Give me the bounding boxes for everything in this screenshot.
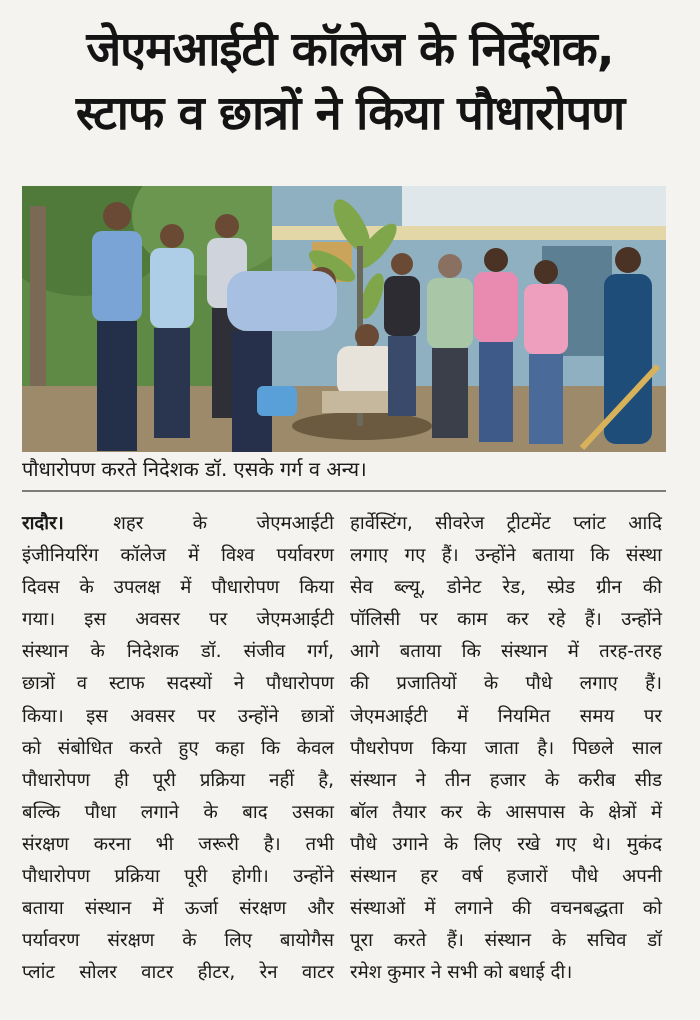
- article-line: संस्थान के निदेशक डॉ. संजीव गर्ग,: [22, 641, 334, 663]
- article-line: छात्रों व स्टाफ सदस्यों ने पौधारोपण: [22, 673, 334, 695]
- article-line: की प्रजातियों के पौधे लगाए हैं।: [350, 673, 662, 695]
- headline-line-2: स्टाफ व छात्रों ने किया पौधारोपण: [75, 86, 625, 141]
- article-line: पूरा करते हैं। संस्थान के सचिव डॉ: [350, 930, 662, 952]
- headline: [0, 18, 700, 146]
- article-line: हार्वेस्टिंग, सीवरेज ट्रीटमेंट प्लांट आदि: [350, 513, 662, 534]
- article-column-left: [22, 508, 334, 989]
- article-line: प्लांट सोलर वाटर हीटर, रेन वाटर: [22, 962, 334, 984]
- article-line: पौधे उगाने के लिए रखे गए थे। मुकंद: [350, 833, 662, 855]
- dateline: रादौर।: [22, 513, 64, 534]
- article-line: संस्थान ने तीन हजार के करीब सीड: [350, 769, 662, 791]
- article-line: पौधारोपण प्रक्रिया पूरी होगी। उन्होंने: [22, 866, 334, 888]
- article-line: आगे बताया कि संस्थान में तरह-तरह: [350, 641, 662, 663]
- article-line: पौधारोपण ही पूरी प्रक्रिया नहीं है,: [22, 769, 334, 791]
- article-line: सेव ब्ल्यू, डोनेट रेड, स्प्रेड ग्रीन की: [350, 577, 662, 599]
- news-photo: [22, 186, 666, 452]
- plantation-photo-illustration: [22, 186, 666, 452]
- article-line: [22, 508, 334, 540]
- headline-line-1: जेएमआईटी कॉलेज के निर्देशक,: [86, 22, 614, 77]
- article-line: बताया संस्थान में ऊर्जा संरक्षण और: [22, 898, 334, 920]
- article-line: किया। इस अवसर पर उन्होंने छात्रों: [22, 705, 334, 727]
- photo-caption: पौधारोपण करते निदेशक डॉ. एसके गर्ग व अन्य।: [22, 457, 367, 481]
- caption-divider: [22, 490, 666, 492]
- article-line: पॉलिसी पर काम कर रहे हैं। उन्होंने: [350, 609, 662, 631]
- article-line: दिवस के उपलक्ष में पौधारोपण किया: [22, 577, 334, 599]
- article-line: बल्कि पौधा लगाने के बाद उसका: [22, 801, 334, 823]
- article-line: इंजीनियरिंग कॉलेज में विश्व पर्यावरण: [22, 545, 334, 567]
- article-line: संस्थाओं में लगाने की वचनबद्धता को: [350, 898, 662, 920]
- article-line: जेएमआईटी में नियमित समय पर: [350, 705, 662, 727]
- article-line: पर्यावरण संरक्षण के लिए बायोगैस: [22, 930, 334, 952]
- article-column-right: [350, 508, 662, 989]
- article-line: रमेश कुमार ने सभी को बधाई दी।: [350, 962, 573, 984]
- article-line: पौधरोपण किया जाता है। पिछले साल: [350, 737, 662, 759]
- article-line: संरक्षण करना भी जरूरी है। तभी: [22, 833, 334, 855]
- article-line: बॉल तैयार कर के आसपास के क्षेत्रों में: [350, 801, 662, 823]
- article-text: शहर के जेएमआईटी: [63, 513, 334, 534]
- article-line: संस्थान हर वर्ष हजारों पौधे अपनी: [350, 866, 662, 888]
- article-line: को संबोधित करते हुए कहा कि केवल: [22, 737, 334, 759]
- article-line: गया। इस अवसर पर जेएमआईटी: [22, 609, 334, 631]
- article-line: लगाए गए हैं। उन्होंने बताया कि संस्था: [350, 545, 662, 567]
